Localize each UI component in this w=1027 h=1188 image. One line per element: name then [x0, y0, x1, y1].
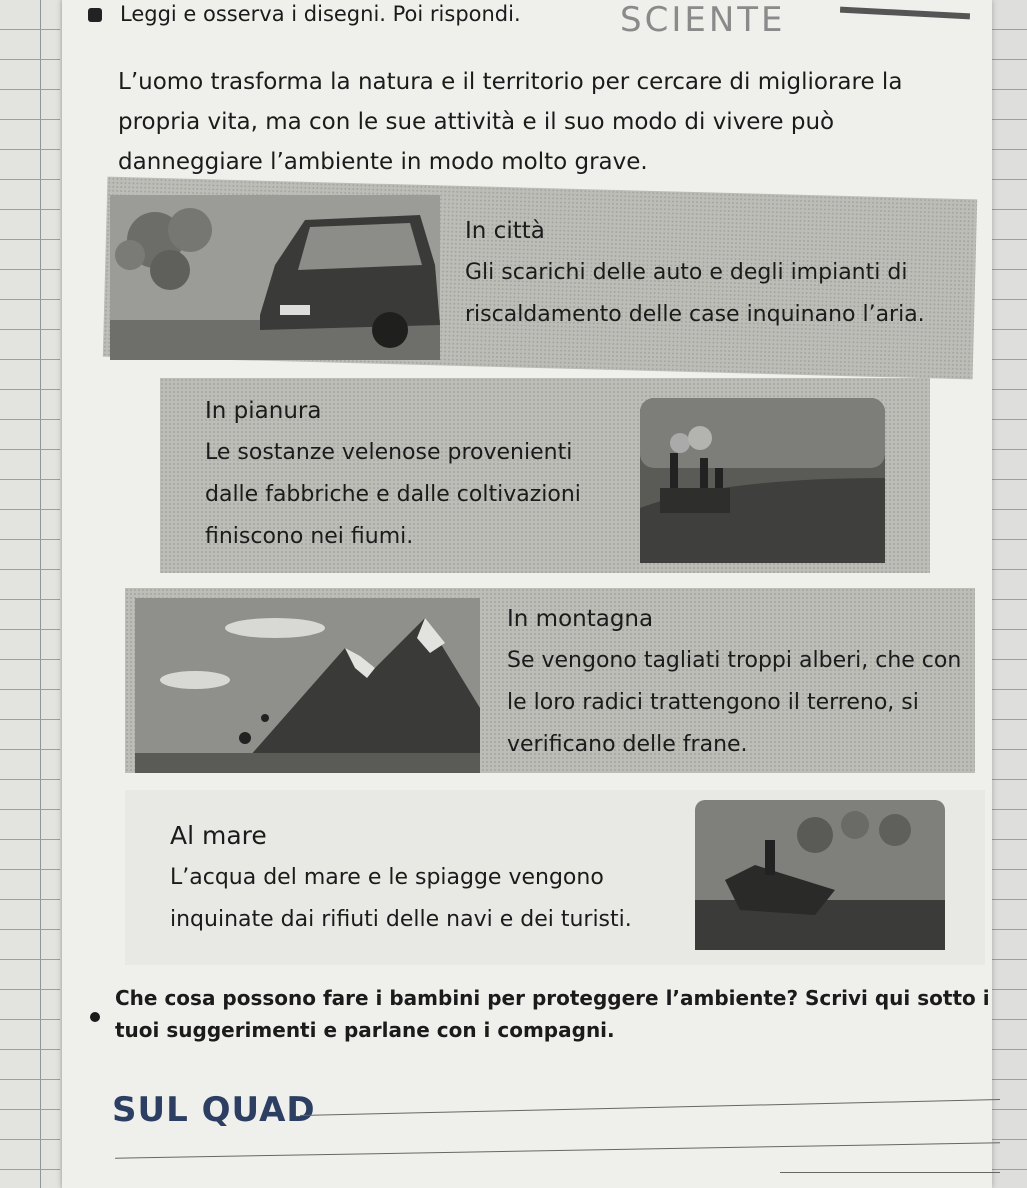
section-mare: [170, 815, 690, 941]
handwritten-heading: SCIENTE: [620, 0, 786, 40]
section-text-citta: Gli scarichi delle auto e degli impianti di riscaldamento delle case inquinano l’aria.: [465, 260, 925, 327]
mountain-landslide-illustration: [135, 598, 480, 773]
notebook-left-margin: [0, 0, 60, 1188]
worksheet-title: Leggi e osserva i disegni. Poi rispondi.: [120, 2, 521, 26]
factory-river-illustration: [640, 398, 885, 563]
car-exhaust-illustration: [110, 195, 440, 360]
section-text-montagna: Se vengono tagliati troppi alberi, che con le loro radici trattengono il terreno, si verificano delle frane.: [507, 648, 962, 757]
question-prompt: Che cosa possono fare i bambini per proteggere l’ambiente? Scrivi qui sotto i tuoi suggerimenti e parlane con i compagni.: [115, 986, 990, 1042]
section-title-citta: In città: [465, 218, 545, 244]
question-bullet: [90, 1012, 100, 1022]
section-montagna: [507, 598, 967, 766]
answer-line-3: [780, 1172, 1000, 1173]
section-citta: [465, 210, 965, 336]
section-text-mare: L’acqua del mare e le spiagge vengono inquinate dai rifiuti delle navi e dei turisti.: [170, 865, 632, 932]
ink-mark: [88, 8, 102, 22]
handwritten-answer: SUL QUAD: [112, 1090, 316, 1130]
section-text-pianura: Le sostanze velenose provenienti dalle fabbriche e dalle coltivazioni finiscono nei fiumi.: [205, 440, 581, 549]
section-pianura: [205, 390, 625, 558]
section-title-montagna: In montagna: [507, 606, 654, 632]
intro-paragraph: L’uomo trasforma la natura e il territorio per cercare di migliorare la propria vita, ma con le sue attività e il suo modo di vivere può danneggiare l’ambiente in modo molto grave.: [118, 69, 903, 175]
ship-sea-illustration: [695, 800, 945, 950]
section-title-mare: Al mare: [170, 821, 267, 850]
section-title-pianura: In pianura: [205, 398, 322, 424]
